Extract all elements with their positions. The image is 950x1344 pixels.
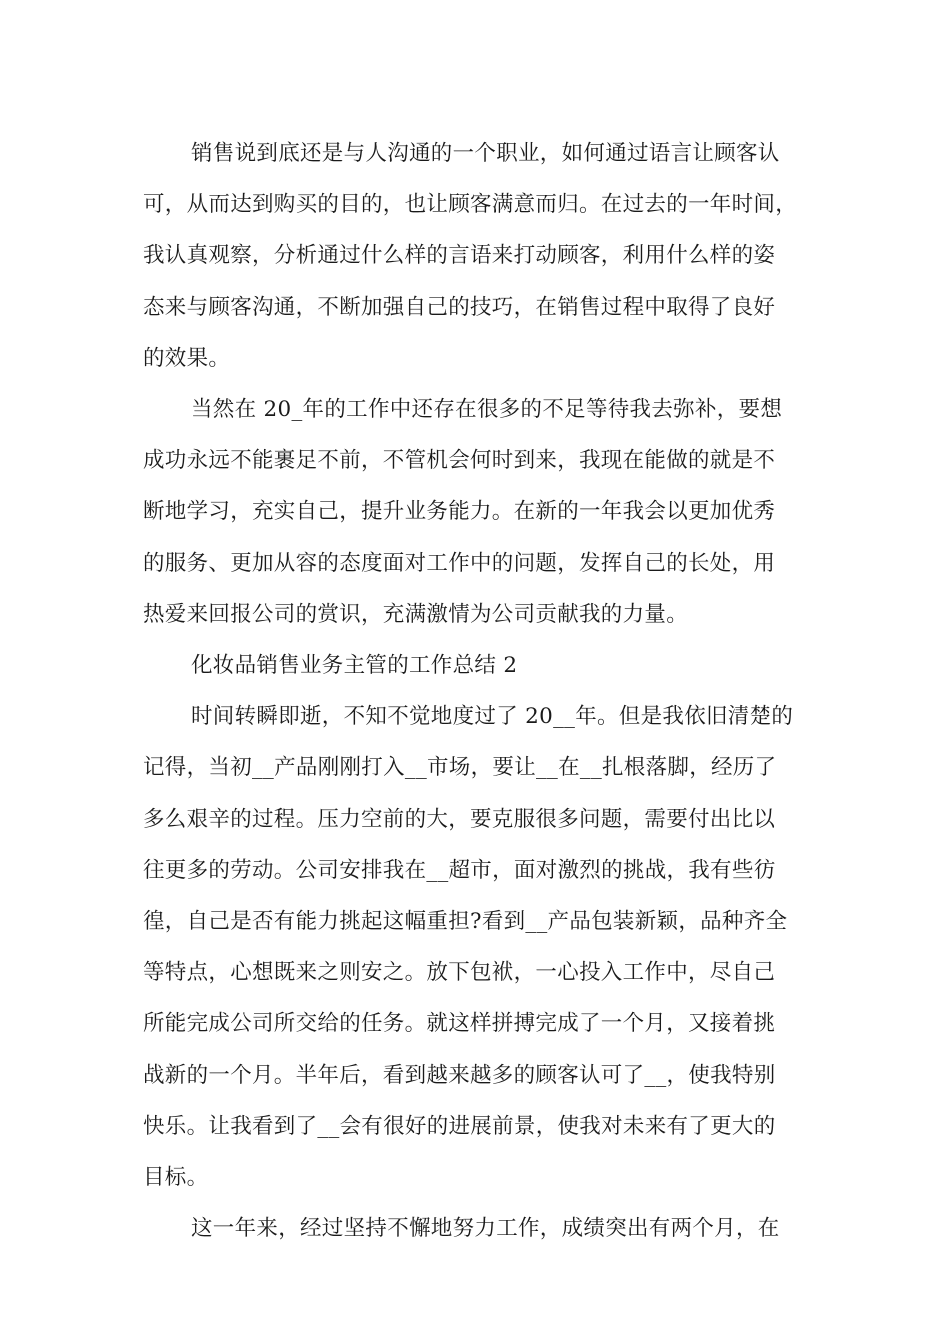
text-line: 当然在 20_年的工作中还存在很多的不足等待我去弥补，要想: [191, 397, 783, 423]
text-line: 的效果。: [143, 345, 231, 371]
text-line: 等特点，心想既来之则安之。放下包袱，一心投入工作中，尽自己: [143, 960, 776, 986]
text-line: 快乐。让我看到了__会有很好的进展前景，使我对未来有了更大的: [143, 1113, 776, 1139]
text-line: 所能完成公司所交给的任务。就这样拼搏完成了一个月，又接着挑: [143, 1011, 776, 1037]
text-line: 我认真观察，分析通过什么样的言语来打动顾客，利用什么样的姿: [143, 243, 776, 269]
text-line: 时间转瞬即逝，不知不觉地度过了 20__年。但是我依旧清楚的: [191, 704, 794, 730]
text-line: 热爱来回报公司的赏识，充满激情为公司贡献我的力量。: [143, 601, 689, 627]
text-line: 记得，当初__产品刚刚打入__市场，要让__在__扎根落脚，经历了: [143, 755, 777, 781]
text-line: 往更多的劳动。公司安排我在__超市，面对激烈的挑战，我有些彷: [143, 857, 776, 883]
text-line: 目标。: [143, 1165, 209, 1191]
text-line: 断地学习，充实自己，提升业务能力。在新的一年我会以更加优秀: [143, 499, 776, 525]
paragraph-2: [143, 384, 815, 640]
text-line: 这一年来，经过坚持不懈地努力工作，成绩突出有两个月，在: [191, 1216, 780, 1242]
heading-text: 化妆品销售业务主管的工作总结 2: [191, 653, 518, 679]
text-line: 成功永远不能裹足不前，不管机会何时到来，我现在能做的就是不: [143, 448, 776, 474]
text-line: 战新的一个月。半年后，看到越来越多的顾客认可了__，使我特别: [143, 1062, 776, 1088]
text-line: 徨，自己是否有能力挑起这幅重担?看到__产品包装新颖，品种齐全: [143, 909, 788, 935]
paragraph-3: [143, 691, 815, 1203]
document-body: [143, 128, 815, 1254]
text-line: 的服务、更加从容的态度面对工作中的问题，发挥自己的长处，用: [143, 550, 776, 576]
text-line: 态来与顾客沟通，不断加强自己的技巧，在销售过程中取得了良好: [143, 294, 776, 320]
paragraph-4: [143, 1203, 815, 1254]
text-line: 多么艰辛的过程。压力空前的大，要克服很多问题，需要付出比以: [143, 806, 776, 832]
section-heading: [143, 640, 815, 691]
paragraph-1: [143, 128, 815, 384]
text-line: 可，从而达到购买的目的，也让顾客满意而归。在过去的一年时间，: [143, 192, 798, 218]
text-line: 销售说到底还是与人沟通的一个职业，如何通过语言让顾客认: [191, 141, 780, 166]
